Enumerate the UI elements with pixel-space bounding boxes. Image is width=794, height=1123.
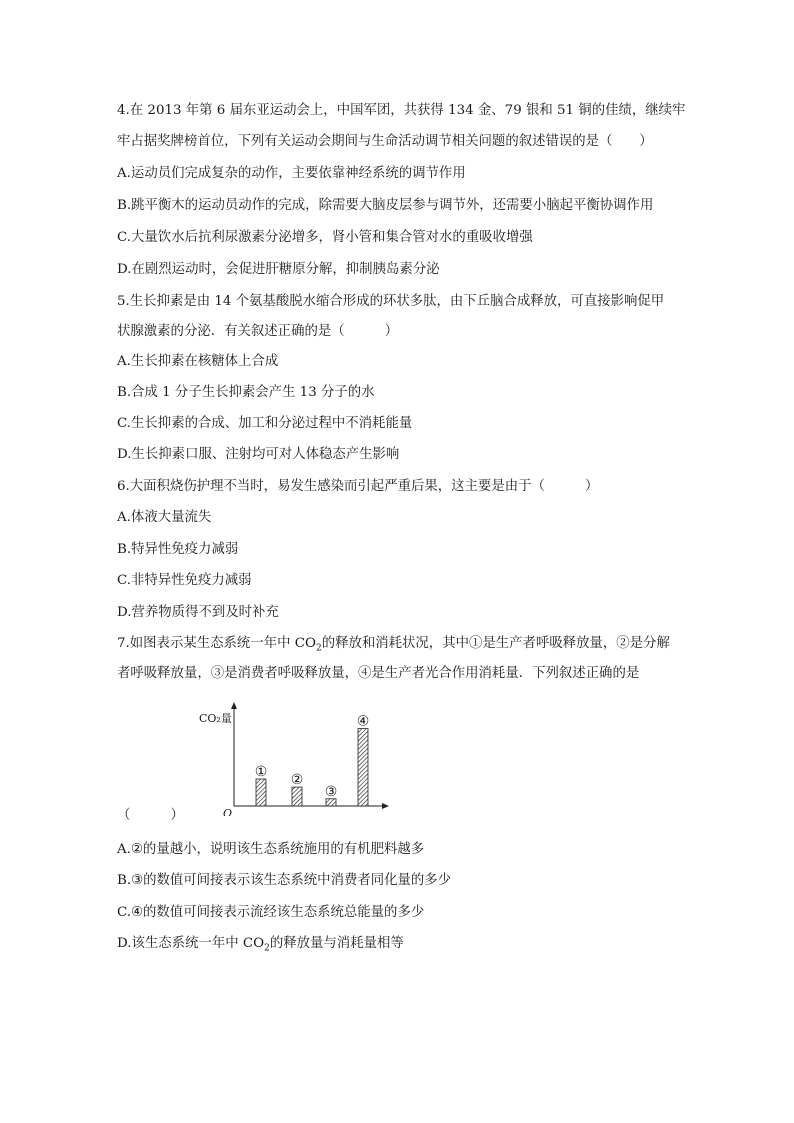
q4-option-b: B.跳平衡木的运动员动作的完成，除需要大脑皮层参与调节外，还需要小脑起平衡协调作用: [117, 198, 654, 213]
q7-option-c: C.④的数值可间接表示流经该生态系统总能量的多少: [117, 905, 425, 920]
q7-option-d-sub: 2: [264, 943, 270, 954]
q7-option-b: B.③的数值可间接表示该生态系统中消费者同化量的多少: [117, 873, 452, 888]
q4-option-a: A.运动员们完成复杂的动作，主要依靠神经系统的调节作用: [117, 166, 466, 181]
q7-stem-line1: [117, 634, 670, 659]
x-axis-arrow: [382, 803, 389, 809]
q7-option-d-a: D.该生态系统一年中 CO: [117, 936, 265, 951]
q7-option-d-b: 的释放量与消耗量相等: [269, 936, 404, 951]
bar-2: [292, 787, 302, 806]
q5-option-a: A.生长抑素在核糖体上合成: [117, 354, 279, 369]
q4-stem-line2: 牢占据奖牌榜首位，下列有关运动会期间与生命活动调节相关问题的叙述错误的是（ ）: [117, 134, 653, 149]
q7-option-a: A.②的量越小，说明该生态系统施用的有机肥料越多: [117, 842, 425, 857]
q6-option-d: D.营养物质得不到及时补充: [117, 605, 279, 620]
bar-label-1: ①: [254, 764, 268, 780]
q7-stem-line2: 者呼吸释放量，③是消费者呼吸释放量，④是生产者光合作用消耗量．下列叙述正确的是: [117, 666, 640, 681]
q5-stem-line1: 5.生长抑素是由 14 个氨基酸脱水缩合形成的环状多肽，由下丘脑合成释放，可直接影响促甲: [117, 294, 665, 309]
co2-bar-chart: [195, 700, 395, 816]
q6-option-a: A.体液大量流失: [117, 510, 212, 525]
q6-stem-line1: 6.大面积烧伤护理不当时，易发生感染而引起严重后果，这主要是由于（ ）: [117, 479, 599, 494]
bar-4: [358, 729, 368, 806]
q5-option-c: C.生长抑素的合成、加工和分泌过程中不消耗能量: [117, 416, 413, 431]
q4-stem-line1: 4.在 2013 年第 6 届东亚运动会上，中国军团，共获得 134 金、79 银和 51 铜的佳绩，继续牢: [117, 103, 686, 118]
bar-1: [256, 779, 266, 806]
q6-option-b: B.特异性免疫力减弱: [117, 542, 239, 557]
q7-answer-paren: （ ）: [117, 808, 184, 823]
y-axis-arrow: [231, 702, 237, 709]
q4-option-c: C.大量饮水后抗利尿激素分泌增多，肾小管和集合管对水的重吸收增强: [117, 230, 533, 245]
bar-label-3: ③: [324, 783, 338, 800]
q5-option-b: B.合成 1 分子生长抑素会产生 13 分子的水: [117, 385, 375, 400]
q5-stem-line2: 状腺激素的分泌．有关叙述正确的是（ ）: [117, 324, 399, 339]
q5-option-d: D.生长抑素口服、注射均可对人体稳态产生影响: [117, 447, 400, 462]
q6-option-c: C.非特异性免疫力减弱: [117, 573, 252, 588]
origin-label: O: [223, 807, 233, 816]
bar-3: [326, 799, 336, 806]
q7-stem-line1-a: 7.如图表示某生态系统一年中 CO: [117, 636, 316, 651]
bar-label-4: ④: [356, 713, 370, 730]
q7-option-d: [117, 934, 404, 959]
q4-option-d: D.在剧烈运动时，会促进肝糖原分解，抑制胰岛素分泌: [117, 262, 440, 277]
bar-label-2: ②: [290, 772, 304, 789]
q7-stem-line1-sub: 2: [315, 643, 322, 654]
y-axis-label: CO₂量: [199, 712, 232, 725]
q7-stem-line1-b: 的释放和消耗状况，其中①是生产者呼吸释放量，②是分解: [321, 636, 670, 651]
